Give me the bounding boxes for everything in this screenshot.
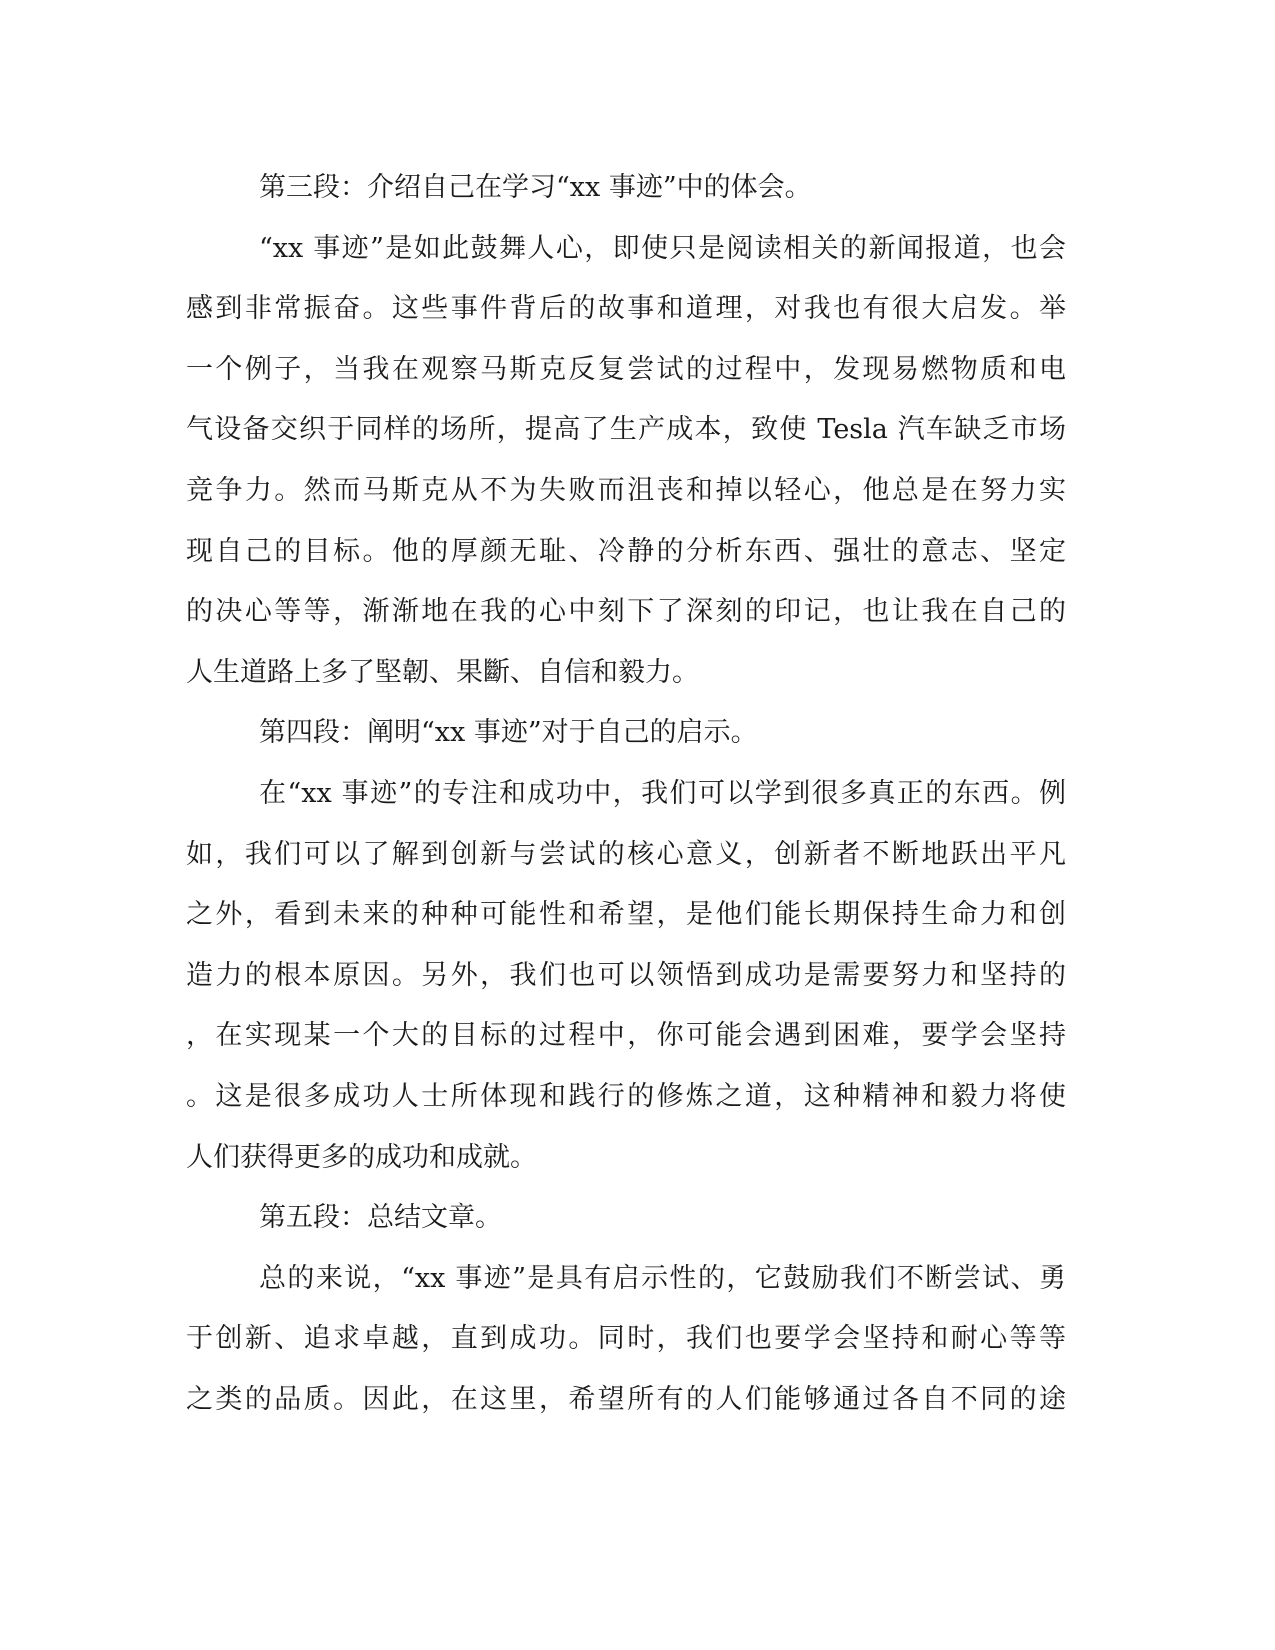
text-line: 之外，看到未来的种种可能性和希望，是他们能长期保持生命力和创 [186,899,1066,931]
text-line: 总的来说，“xx 事迹”是具有启示性的，它鼓励我们不断尝试、勇 [259,1262,1066,1294]
text-line: 第四段：阐明“xx 事迹”对于自己的启示。 [259,717,758,749]
text-line: 第三段：介绍自己在学习“xx 事迹”中的体会。 [259,172,812,203]
text-line: 感到非常振奋。这些事件背后的故事和道理，对我也有很大启发。举 [186,293,1066,325]
text-line: 于创新、追求卓越，直到成功。同时，我们也要学会坚持和耐心等等 [186,1323,1066,1355]
text-line: 如，我们可以了解到创新与尝试的核心意义，创新者不断地跃出平凡 [186,838,1066,870]
text-line: 。这是很多成功人士所体现和践行的修炼之道，这种精神和毅力将使 [186,1080,1066,1112]
text-line: 人们获得更多的成功和成就。 [186,1141,537,1173]
text-line: 气设备交织于同样的场所，提高了生产成本，致使 Tesla 汽车缺乏市场 [186,414,1066,446]
text-line: ，在实现某一个大的目标的过程中，你可能会遇到困难，要学会坚持 [186,1020,1066,1052]
text-line: 在“xx 事迹”的专注和成功中，我们可以学到很多真正的东西。例 [259,777,1066,809]
text-line: 现自己的目标。他的厚颜无耻、冷静的分析东西、强壮的意志、坚定 [186,535,1066,567]
text-line: 造力的根本原因。另外，我们也可以领悟到成功是需要努力和坚持的 [186,959,1066,991]
text-line: 人生道路上多了堅韌、果斷、自信和毅力。 [186,656,699,688]
text-line: 的决心等等，渐渐地在我的心中刻下了深刻的印记，也让我在自己的 [186,596,1066,628]
text-line: 竞争力。然而马斯克从不为失败而沮丧和掉以轻心，他总是在努力实 [186,474,1066,506]
text-line: 第五段：总结文章。 [259,1202,502,1234]
text-line: 之类的品质。因此，在这里，希望所有的人们能够通过各自不同的途 [186,1383,1066,1415]
text-line: “xx 事迹”是如此鼓舞人心，即使只是阅读相关的新闻报道，也会 [259,232,1066,264]
text-line: 一个例子，当我在观察马斯克反复尝试的过程中，发现易燃物质和电 [186,353,1066,385]
body-text [186,158,1066,1430]
